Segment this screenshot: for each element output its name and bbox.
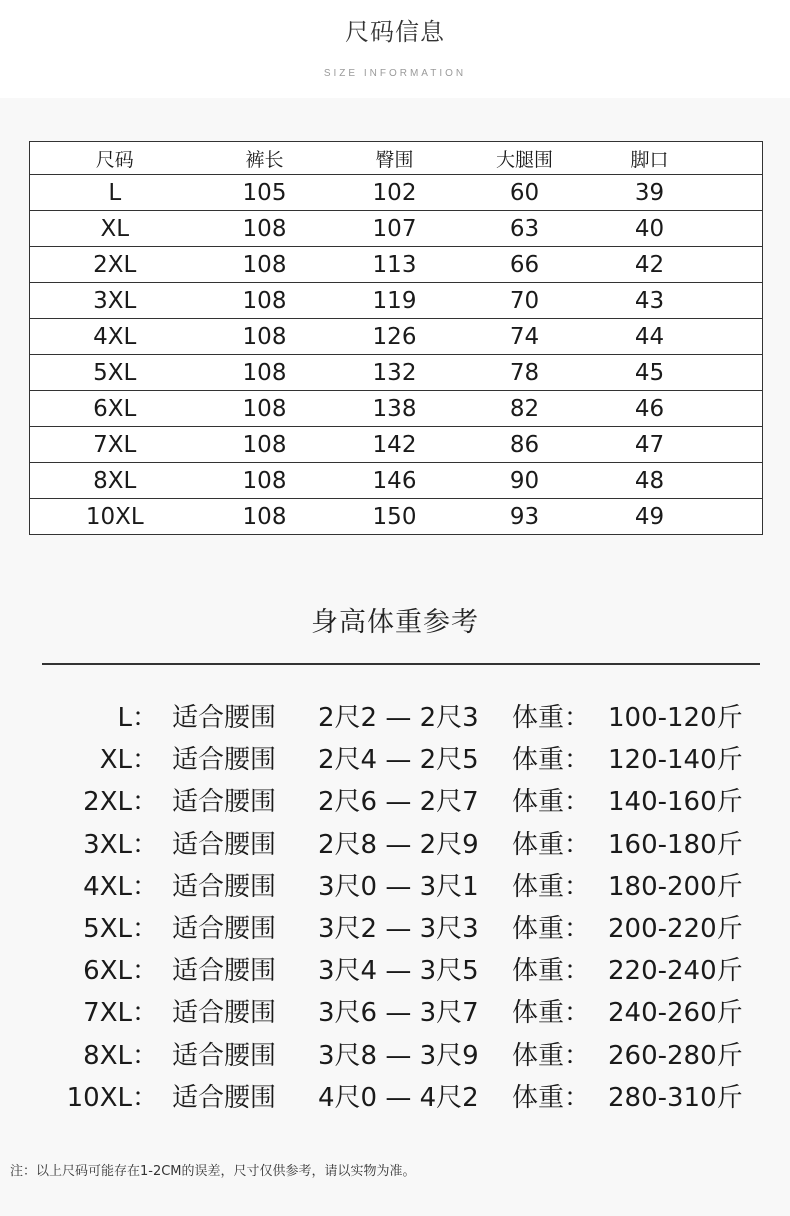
reference-size: 8XL： bbox=[83, 1040, 158, 1071]
empty-cell bbox=[710, 283, 763, 319]
reference-fit: 适合腰围 bbox=[172, 998, 277, 1029]
empty-cell bbox=[710, 142, 763, 175]
empty-cell bbox=[710, 355, 763, 391]
reference-range: 3尺6 — 3尺7 bbox=[318, 998, 479, 1029]
table-row bbox=[30, 283, 763, 319]
table-cell: 113 bbox=[330, 247, 460, 283]
table-cell: 10XL bbox=[30, 499, 200, 535]
table-cell: 119 bbox=[330, 283, 460, 319]
reference-weight-label: 体重： bbox=[512, 913, 591, 944]
table-cell: 2XL bbox=[30, 247, 200, 283]
table-cell: 48 bbox=[590, 463, 710, 499]
reference-weight: 140-160斤 bbox=[608, 787, 743, 818]
table-cell: 108 bbox=[200, 247, 330, 283]
reference-row bbox=[0, 781, 790, 823]
column-header: 脚口 bbox=[590, 142, 710, 175]
disclaimer-note: 注：以上尺码可能存在1-2CM的误差，尺寸仅供参考，请以实物为准。 bbox=[10, 1164, 416, 1179]
table-cell: 3XL bbox=[30, 283, 200, 319]
table-cell: 7XL bbox=[30, 427, 200, 463]
reference-weight-label: 体重： bbox=[512, 829, 591, 860]
reference-fit: 适合腰围 bbox=[172, 913, 277, 944]
table-cell: 8XL bbox=[30, 463, 200, 499]
reference-row bbox=[0, 908, 790, 950]
table-row bbox=[30, 175, 763, 211]
reference-title: 身高体重参考 bbox=[311, 607, 479, 638]
reference-list bbox=[0, 697, 790, 1119]
reference-range: 4尺0 — 4尺2 bbox=[318, 1082, 479, 1113]
reference-weight: 180-200斤 bbox=[608, 871, 743, 902]
empty-cell bbox=[710, 391, 763, 427]
reference-range: 3尺2 — 3尺3 bbox=[318, 913, 479, 944]
table-header-row bbox=[30, 142, 763, 175]
reference-weight: 100-120斤 bbox=[608, 703, 743, 733]
table-cell: 74 bbox=[460, 319, 590, 355]
table-cell: 102 bbox=[330, 175, 460, 211]
table-cell: 82 bbox=[460, 391, 590, 427]
reference-size: 3XL： bbox=[83, 829, 158, 860]
reference-range: 2尺4 — 2尺5 bbox=[318, 745, 479, 776]
table-row bbox=[30, 355, 763, 391]
reference-range: 3尺8 — 3尺9 bbox=[318, 1040, 479, 1071]
table-cell: 86 bbox=[460, 427, 590, 463]
reference-range: 2尺8 — 2尺9 bbox=[318, 829, 479, 860]
reference-weight: 260-280斤 bbox=[608, 1040, 743, 1071]
table-row bbox=[30, 427, 763, 463]
table-cell: 4XL bbox=[30, 319, 200, 355]
table-cell: 108 bbox=[200, 463, 330, 499]
table-cell: 39 bbox=[590, 175, 710, 211]
table-cell: 42 bbox=[590, 247, 710, 283]
empty-cell bbox=[710, 319, 763, 355]
reference-size: 6XL： bbox=[83, 956, 158, 987]
table-cell: 150 bbox=[330, 499, 460, 535]
reference-weight: 160-180斤 bbox=[608, 829, 743, 860]
reference-weight-label: 体重： bbox=[512, 745, 591, 776]
table-cell: 40 bbox=[590, 211, 710, 247]
column-header: 尺码 bbox=[30, 142, 200, 175]
reference-weight-label: 体重： bbox=[512, 1082, 591, 1113]
reference-weight-label: 体重： bbox=[512, 703, 591, 733]
reference-fit: 适合腰围 bbox=[172, 787, 277, 818]
table-cell: 60 bbox=[460, 175, 590, 211]
table-cell: 93 bbox=[460, 499, 590, 535]
reference-row bbox=[0, 824, 790, 866]
reference-size: 5XL： bbox=[83, 913, 158, 944]
reference-range: 3尺4 — 3尺5 bbox=[318, 956, 479, 987]
table-row bbox=[30, 211, 763, 247]
reference-weight-label: 体重： bbox=[512, 871, 591, 902]
table-cell: 108 bbox=[200, 499, 330, 535]
table-cell: 108 bbox=[200, 319, 330, 355]
table-cell: 46 bbox=[590, 391, 710, 427]
reference-fit: 适合腰围 bbox=[172, 1082, 277, 1113]
reference-weight: 280-310斤 bbox=[608, 1082, 743, 1113]
reference-size: 4XL： bbox=[83, 871, 158, 902]
reference-fit: 适合腰围 bbox=[172, 1040, 277, 1071]
reference-fit: 适合腰围 bbox=[172, 871, 277, 902]
table-cell: 66 bbox=[460, 247, 590, 283]
empty-cell bbox=[710, 427, 763, 463]
table-cell: 43 bbox=[590, 283, 710, 319]
divider bbox=[42, 663, 760, 665]
reference-fit: 适合腰围 bbox=[172, 829, 277, 860]
table-cell: 90 bbox=[460, 463, 590, 499]
table-cell: 70 bbox=[460, 283, 590, 319]
reference-size: 10XL： bbox=[66, 1082, 158, 1113]
table-cell: 126 bbox=[330, 319, 460, 355]
reference-row bbox=[0, 866, 790, 908]
column-header: 臀围 bbox=[330, 142, 460, 175]
reference-row bbox=[0, 697, 790, 739]
table-cell: 108 bbox=[200, 283, 330, 319]
reference-weight-label: 体重： bbox=[512, 1040, 591, 1071]
empty-cell bbox=[710, 499, 763, 535]
reference-weight: 240-260斤 bbox=[608, 998, 743, 1029]
table-row bbox=[30, 319, 763, 355]
table-cell: 47 bbox=[590, 427, 710, 463]
table-cell: 142 bbox=[330, 427, 460, 463]
reference-size: XL： bbox=[99, 745, 158, 776]
reference-row bbox=[0, 950, 790, 992]
table-cell: 108 bbox=[200, 391, 330, 427]
reference-row bbox=[0, 992, 790, 1034]
table-cell: XL bbox=[30, 211, 200, 247]
reference-weight-label: 体重： bbox=[512, 956, 591, 987]
table-cell: 108 bbox=[200, 427, 330, 463]
reference-row bbox=[0, 1035, 790, 1077]
table-cell: 63 bbox=[460, 211, 590, 247]
table-cell: 44 bbox=[590, 319, 710, 355]
table-cell: 78 bbox=[460, 355, 590, 391]
table-row bbox=[30, 463, 763, 499]
table-cell: 107 bbox=[330, 211, 460, 247]
table-cell: 132 bbox=[330, 355, 460, 391]
reference-weight-label: 体重： bbox=[512, 998, 591, 1029]
table-cell: 45 bbox=[590, 355, 710, 391]
table-cell: 146 bbox=[330, 463, 460, 499]
empty-cell bbox=[710, 463, 763, 499]
reference-fit: 适合腰围 bbox=[172, 956, 277, 987]
table-cell: 5XL bbox=[30, 355, 200, 391]
column-header: 大腿围 bbox=[460, 142, 590, 175]
reference-weight: 120-140斤 bbox=[608, 745, 743, 776]
table-cell: L bbox=[30, 175, 200, 211]
table-row bbox=[30, 499, 763, 535]
reference-size: 2XL： bbox=[83, 787, 158, 818]
empty-cell bbox=[710, 211, 763, 247]
reference-size: L： bbox=[117, 703, 158, 733]
table-cell: 105 bbox=[200, 175, 330, 211]
table-cell: 6XL bbox=[30, 391, 200, 427]
reference-weight: 200-220斤 bbox=[608, 913, 743, 944]
empty-cell bbox=[710, 247, 763, 283]
table-cell: 108 bbox=[200, 355, 330, 391]
reference-weight-label: 体重： bbox=[512, 787, 591, 818]
reference-range: 3尺0 — 3尺1 bbox=[318, 871, 479, 902]
table-cell: 108 bbox=[200, 211, 330, 247]
page-header bbox=[0, 0, 790, 98]
table-cell: 138 bbox=[330, 391, 460, 427]
empty-cell bbox=[710, 175, 763, 211]
table-cell: 49 bbox=[590, 499, 710, 535]
reference-fit: 适合腰围 bbox=[172, 703, 277, 733]
reference-size: 7XL： bbox=[83, 998, 158, 1029]
column-header: 裤长 bbox=[200, 142, 330, 175]
page-subtitle: SIZE INFORMATION bbox=[323, 68, 467, 79]
reference-fit: 适合腰围 bbox=[172, 745, 277, 776]
reference-row bbox=[0, 1077, 790, 1119]
table-row bbox=[30, 391, 763, 427]
size-table bbox=[29, 141, 763, 535]
reference-weight: 220-240斤 bbox=[608, 956, 743, 987]
reference-range: 2尺6 — 2尺7 bbox=[318, 787, 479, 818]
reference-row bbox=[0, 739, 790, 781]
page-title: 尺码信息 bbox=[345, 18, 445, 46]
reference-range: 2尺2 — 2尺3 bbox=[318, 703, 479, 733]
table-row bbox=[30, 247, 763, 283]
